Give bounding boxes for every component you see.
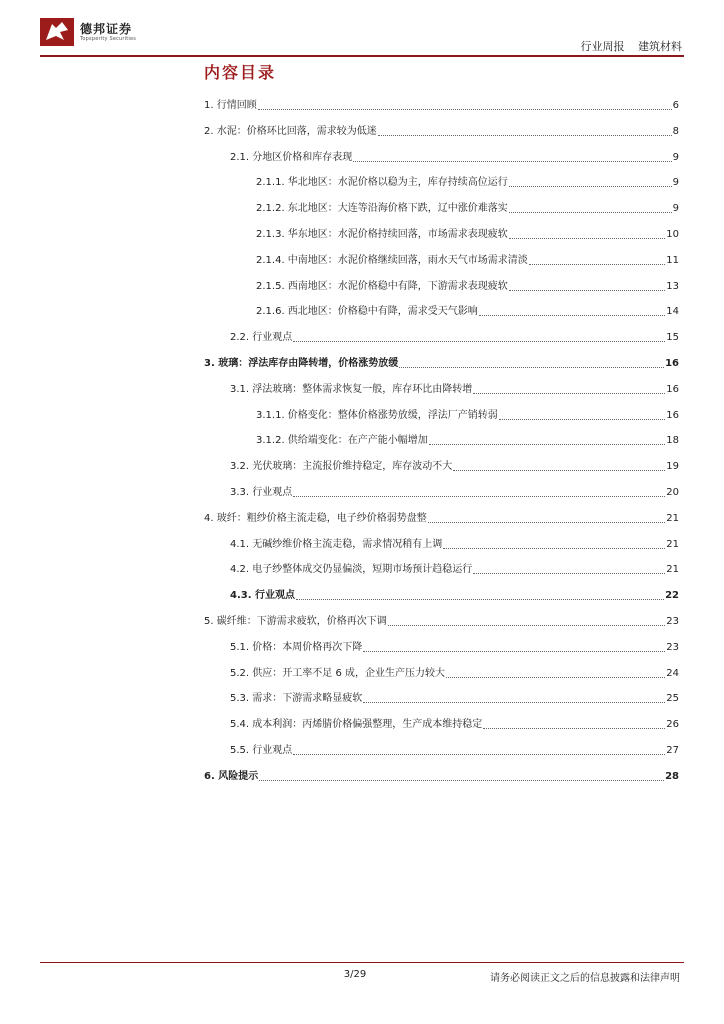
toc-leader-dots [429, 444, 665, 445]
toc-entry[interactable] [204, 765, 679, 783]
toc-entry-title: 5.3. 需求：下游需求略显疲软 [230, 693, 363, 704]
toc-entry-page: 21 [666, 564, 679, 575]
toc-entry-page: 8 [672, 126, 679, 137]
toc-entry-title: 2.1.2. 东北地区：大连等沿海价格下跌，辽中涨价难落实 [256, 203, 508, 214]
toc-entry[interactable] [230, 455, 679, 473]
toc-leader-dots [378, 135, 672, 136]
toc-entry[interactable] [256, 429, 679, 447]
toc-leader-dots [293, 341, 665, 342]
toc-leader-dots [293, 496, 665, 497]
toc-entry[interactable] [230, 326, 679, 344]
company-logo [40, 18, 160, 46]
toc-leader-dots [353, 161, 671, 162]
toc-leader-dots [499, 419, 665, 420]
toc-leader-dots [363, 702, 665, 703]
toc-entry[interactable] [204, 610, 679, 628]
toc-entry-title: 2.1.4. 中南地区：水泥价格继续回落，雨水天气市场需求清淡 [256, 255, 528, 266]
toc-entry-page: 23 [666, 616, 679, 627]
toc-entry-title: 3. 玻璃：浮法库存由降转增，价格涨势放缓 [204, 358, 399, 369]
toc-leader-dots [473, 393, 665, 394]
toc-entry-page: 6 [672, 100, 679, 111]
logo-mark-icon [40, 18, 74, 46]
toc-entry[interactable] [256, 223, 679, 241]
toc-entry[interactable] [230, 739, 679, 757]
toc-entry[interactable] [204, 352, 679, 370]
toc-entry-title: 2.2. 行业观点 [230, 332, 293, 343]
toc-entry-page: 9 [672, 152, 679, 163]
toc-entry-title: 3.1.2. 供给端变化：在产产能小幅增加 [256, 435, 428, 446]
toc-entry[interactable] [230, 533, 679, 551]
report-sector: 建筑材料 [638, 40, 682, 53]
toc-entry[interactable] [230, 146, 679, 164]
toc-entry-page: 9 [672, 203, 679, 214]
toc-title: 内容目录 [204, 63, 277, 82]
toc-entry-title: 4. 玻纤：粗纱价格主流走稳，电子纱价格弱势盘整 [204, 513, 427, 524]
toc-entry[interactable] [230, 636, 679, 654]
toc-entry-page: 22 [665, 590, 679, 601]
toc-entry-title: 2.1.1. 华北地区：水泥价格以稳为主，库存持续高位运行 [256, 177, 508, 188]
toc-leader-dots [509, 186, 672, 187]
toc-entry-title: 2.1.6. 西北地区：价格稳中有降，需求受天气影响 [256, 306, 478, 317]
toc-entry-page: 13 [666, 281, 679, 292]
footer-divider [40, 962, 684, 963]
toc-entry[interactable] [230, 378, 679, 396]
toc-entry-page: 27 [666, 745, 679, 756]
footer-disclaimer: 请务必阅读正文之后的信息披露和法律声明 [490, 973, 680, 984]
toc-leader-dots [258, 109, 672, 110]
toc-entry-title: 5.4. 成本利润：丙烯腈价格偏强整理，生产成本维持稳定 [230, 719, 483, 730]
toc-entry[interactable] [230, 584, 679, 602]
toc-entry-page: 26 [666, 719, 679, 730]
toc-leader-dots [296, 599, 664, 600]
toc-leader-dots [529, 264, 665, 265]
toc-entry-title: 5.1. 价格：本周价格再次下降 [230, 642, 363, 653]
toc-leader-dots [388, 625, 666, 626]
toc-entry-title: 5.2. 供应：开工率不足 6 成，企业生产压力较大 [230, 668, 445, 679]
logo-name-en: Topsperity Securities [80, 36, 137, 42]
report-header-tags [581, 38, 683, 54]
toc-entry-page: 9 [672, 177, 679, 188]
toc-entry-title: 3.1. 浮法玻璃：整体需求恢复一般，库存环比由降转增 [230, 384, 473, 395]
toc-entry-title: 5.5. 行业观点 [230, 745, 293, 756]
report-type: 行业周报 [580, 40, 625, 53]
toc-leader-dots [428, 522, 666, 523]
toc-entry-page: 18 [666, 435, 679, 446]
toc-leader-dots [509, 290, 665, 291]
toc-entry-page: 11 [666, 255, 679, 266]
toc-entry-page: 15 [666, 332, 679, 343]
toc-entry[interactable] [204, 507, 679, 525]
page-number: 3/29 [343, 969, 367, 980]
toc-entry-title: 2.1.3. 华东地区：水泥价格持续回落，市场需求表现疲软 [256, 229, 508, 240]
toc-entry-title: 5. 碳纤维：下游需求疲软，价格再次下调 [204, 616, 387, 627]
toc-entry[interactable] [256, 249, 679, 267]
toc-entry-title: 4.3. 行业观点 [230, 590, 295, 601]
toc-entry-title: 3.1.1. 价格变化：整体价格涨势放缓，浮法厂产销转弱 [256, 410, 498, 421]
toc-entry-page: 16 [665, 358, 679, 369]
toc-entry-page: 16 [666, 384, 679, 395]
toc-leader-dots [509, 212, 672, 213]
toc-entry[interactable] [256, 404, 679, 422]
toc-entry-title: 2.1. 分地区价格和库存表现 [230, 152, 353, 163]
toc-entry-page: 16 [666, 410, 679, 421]
toc-entry[interactable] [230, 662, 679, 680]
toc-leader-dots [363, 651, 665, 652]
toc-entry-page: 20 [666, 487, 679, 498]
toc-entry-title: 3.3. 行业观点 [230, 487, 293, 498]
toc-entry-page: 14 [666, 306, 679, 317]
toc-entry-title: 1. 行情回顾 [204, 100, 257, 111]
toc-entry-page: 28 [665, 771, 679, 782]
toc-entry-page: 21 [666, 513, 679, 524]
toc-entry[interactable] [256, 275, 679, 293]
toc-leader-dots [509, 238, 665, 239]
toc-leader-dots [259, 780, 664, 781]
toc-leader-dots [446, 677, 665, 678]
toc-entry[interactable] [230, 558, 679, 576]
toc-entry[interactable] [256, 171, 679, 189]
toc-entry-title: 2. 水泥：价格环比回落，需求较为低迷 [204, 126, 377, 137]
toc-leader-dots [293, 754, 665, 755]
toc-entry-page: 19 [666, 461, 679, 472]
toc-entry-title: 3.2. 光伏玻璃：主流报价维持稳定，库存波动不大 [230, 461, 453, 472]
header-divider [40, 55, 684, 57]
toc-entry[interactable] [204, 120, 679, 138]
toc-entry-page: 21 [666, 539, 679, 550]
toc-leader-dots [453, 470, 665, 471]
toc-leader-dots [473, 573, 665, 574]
toc-entry-title: 4.1. 无碱纱维价格主流走稳，需求情况稍有上调 [230, 539, 443, 550]
toc-leader-dots [443, 548, 665, 549]
toc-entry-page: 24 [666, 668, 679, 679]
logo-name-cn: 德邦证券 [80, 22, 133, 36]
toc-entry-title: 4.2. 电子纱整体成交仍显偏淡，短期市场预计趋稳运行 [230, 564, 473, 575]
toc-entry-page: 25 [666, 693, 679, 704]
toc-entry[interactable] [230, 713, 679, 731]
toc-leader-dots [479, 315, 665, 316]
toc-entry[interactable] [256, 197, 679, 215]
toc-leader-dots [483, 728, 665, 729]
toc-entry[interactable] [230, 481, 679, 499]
toc-entry-title: 2.1.5. 西南地区：水泥价格稳中有降，下游需求表现疲软 [256, 281, 508, 292]
toc-entry[interactable] [230, 687, 679, 705]
toc-entry-page: 23 [666, 642, 679, 653]
toc-entry-title: 6. 风险提示 [204, 771, 259, 782]
toc-entry[interactable] [204, 94, 679, 112]
toc-entry-page: 10 [666, 229, 679, 240]
toc-entry[interactable] [256, 300, 679, 318]
toc-leader-dots [399, 367, 664, 368]
